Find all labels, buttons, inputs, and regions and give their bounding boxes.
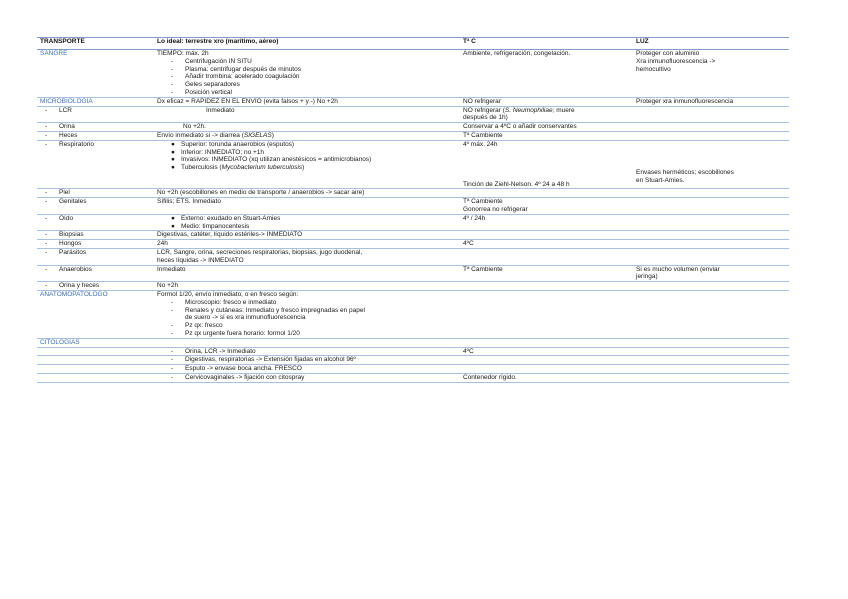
hongos-desc: 24h <box>157 240 168 248</box>
table-row-cito-digestivas <box>37 356 789 365</box>
table-row-cito-cervicovaginales <box>37 373 789 382</box>
table-row-citologias <box>37 338 789 347</box>
hongos-temp: 4ºC <box>463 240 474 248</box>
row-label-orina-heces: - Orina y heces <box>45 282 100 290</box>
row-label-genitales: - Genitales <box>45 198 87 206</box>
transport-table <box>37 37 789 383</box>
table-row-anaerobios <box>37 265 789 282</box>
header-luz: LUZ <box>636 38 649 45</box>
table-row-heces <box>37 131 789 140</box>
orina-heces-desc: No +2h <box>157 282 179 290</box>
table-header-row <box>37 38 789 50</box>
table-row-anatomopatologo <box>37 290 789 338</box>
list-item: - Añadir trombina: acelerado coagulación <box>171 73 300 81</box>
oido-temp: 4º / 24h <box>463 214 486 222</box>
anaerobios-luz: Si es mucho volumen (enviar jeringa) <box>636 265 720 281</box>
table-row-parasitos <box>37 248 789 265</box>
list-item: - Microscopio: fresco e inmediato <box>171 298 277 306</box>
category-sangre: SANGRE <box>40 50 68 57</box>
table-row-biopsias <box>37 231 789 240</box>
genitales-temp: Tª Cambiente Gonorrea no refrigerar <box>463 198 528 213</box>
respiratorio-desc <box>154 140 460 189</box>
row-label-hongos: - Hongos <box>45 240 82 248</box>
list-item: - Plasma: centrifugar después de minutos <box>171 65 301 73</box>
sangre-temp: Ambiente, refrigeración, congelación. <box>463 50 571 57</box>
orina-desc: No +2h. <box>183 123 206 131</box>
genitales-desc: Sífilis; ETS. Inmediato <box>157 198 221 206</box>
list-item: - Pz qx urgente fuera horario: formol 1/20 <box>171 329 300 337</box>
parasitos-desc: LCR, Sangre, orina, secreciones respiratorias, biopsias, jugo duodenal, heces líquidas -> INMEDIATO <box>157 248 363 264</box>
list-item: ● Superior: torunda anaerobios (esputos) <box>171 140 295 148</box>
row-label-lcr: - LCR <box>45 106 73 114</box>
table-row-orina-heces <box>37 282 789 291</box>
cito-item: - Orina, LCR -> Inmediato <box>171 347 256 355</box>
cito-item: - Esputo -> envase boca ancha. FRESCO <box>171 365 302 373</box>
header-temperatura: Tª C <box>463 38 476 45</box>
micro-luz: Proteger xra inmunofluorescencia <box>636 97 734 105</box>
row-label-biopsias: - Biopsias <box>45 231 84 239</box>
lcr-temp: NO refrigerar (S. Neumophiliae; muere después de 1h) <box>463 106 575 122</box>
biopsias-desc: Digestivas, catéter, líquido estériles-> INMEDIATO <box>157 231 303 239</box>
row-label-anaerobios: - Anaerobios <box>45 265 92 273</box>
table-row-genitales <box>37 198 789 215</box>
row-label-oido: - Oído <box>45 214 74 222</box>
heces-temp: Tª Cambiente <box>463 131 503 139</box>
document-sheet <box>37 37 789 383</box>
row-label-heces: - Heces <box>45 131 78 139</box>
respiratorio-temp: 4º máx. 24h Tinción de Ziehl-Nelson. 4º 24 a 48 h <box>463 140 570 188</box>
sangre-luz: Proteger con aluminio Xra inmunofluorescencia -> hemocultivo <box>636 50 716 73</box>
cito-item: - Digestivas, respiratorias -> Extensión fijadas en alcohol 96º <box>171 356 356 364</box>
respiratorio-luz: Envases herméticos; escobillones en Stuart-Amies. <box>636 168 734 184</box>
table-row-piel <box>37 189 789 198</box>
orina-temp: Conservar a 4ºC o añadir conservantes <box>463 123 577 131</box>
anatomopatologo-desc: Formol 1/20, envío inmediato, o en fresco según: - Microscopio: fresco e inmediato - Renales y cutáneas: Inmediato y fresco impregnadas en papel de suero -> si es xra inmunofluorescencia - Pz qx: fresco - Pz qx urgente fuera horario: formol 1/20 <box>154 290 460 338</box>
table-row-respiratorio <box>37 140 789 189</box>
cito-temp: 4ºC <box>463 347 474 355</box>
row-label-respiratorio: - Respiratorio <box>45 140 95 148</box>
row-label-orina: - Orina <box>45 123 75 131</box>
list-item: - Centrifugación IN SITU <box>171 57 252 65</box>
table-row-microbiologia <box>37 97 789 106</box>
lcr-desc: Inmediato <box>206 106 235 114</box>
sangre-desc <box>154 50 460 98</box>
cito-item: - Cervicovaginales -> fijación con citospray <box>171 373 305 381</box>
category-citologias: CITOLOGIAS <box>40 338 80 346</box>
cito-temp: Contenedor rígido. <box>463 373 517 381</box>
table-row-cito-orina <box>37 347 789 356</box>
oido-desc <box>154 214 460 231</box>
table-row-hongos <box>37 240 789 249</box>
list-item: - Renales y cutáneas: Inmediato y fresco impregnadas en papel <box>171 306 365 314</box>
header-ideal: Lo ideal: terrestre xro (marítimo, aéreo) <box>157 38 279 45</box>
list-item: ● Invasivos: INMEDIATO (xq utilizan anestésicos = antimicrobianos) <box>171 156 372 164</box>
list-item: de suero -> si es xra inmunofluorescencia <box>185 314 306 322</box>
list-item: ● Inferior: INMEDIATO; no +1h <box>171 148 265 156</box>
micro-desc: Dx eficaz = RAPIDEZ EN EL ENVIO (evita falsos + y -) No +2h <box>157 97 338 105</box>
list-item: - Pz qx: fresco <box>171 322 223 330</box>
list-item: ● Medio: timpanocentesis <box>171 222 250 230</box>
header-transporte: TRANSPORTE <box>40 38 85 45</box>
sangre-tiempo: TIEMPO: máx. 2h <box>157 50 209 57</box>
list-item: ● Externo: exudado en Stuart-Amies <box>171 214 281 222</box>
row-label-piel: - Piel <box>45 189 70 197</box>
list-item: - Posición vertical <box>171 88 232 96</box>
piel-desc: No +2h (escobillones en medio de transporte / anaerobios -> sacar aire) <box>157 189 365 197</box>
row-label-parasitos: - Parásitos <box>45 248 87 256</box>
table-row-orina <box>37 123 789 132</box>
category-anatomopatologo: ANATOMOPATOLOGO <box>40 290 108 298</box>
anaerobios-desc: Inmediato <box>157 265 186 273</box>
micro-temp: NO refrigerar <box>463 97 501 105</box>
table-row-oido <box>37 214 789 231</box>
list-item: - Geles separadores <box>171 81 240 89</box>
table-row-cito-esputo <box>37 365 789 374</box>
anaerobios-temp: Tª Cambiente <box>463 265 503 273</box>
list-item: ● Tuberculosis (Mycobacterium tuberculosis) <box>171 164 305 172</box>
table-row-sangre <box>37 50 789 98</box>
heces-desc: Envío inmediato si -> diarrea (SIGELAS) <box>157 131 274 139</box>
category-microbiologia: MICROBIOLOGIA <box>40 97 93 105</box>
table-row-lcr <box>37 106 789 123</box>
